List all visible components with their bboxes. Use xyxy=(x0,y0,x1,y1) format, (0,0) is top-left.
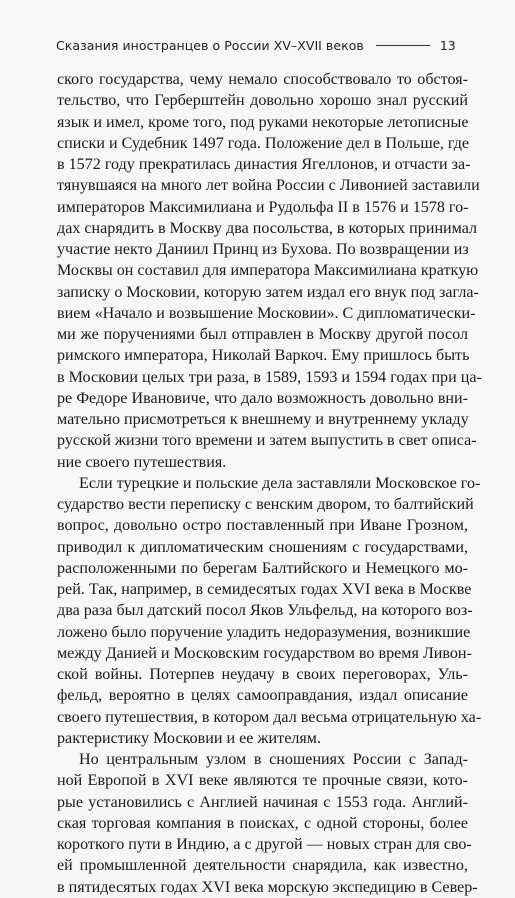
text-line: два раза был датский посол Яков Ульфельд, на которого воз- xyxy=(57,602,473,620)
text-line: мательно присмотреться к внешнему и внутреннему укладу xyxy=(57,411,469,428)
text-line: приводил к дипломатическим сношениям с государствами, xyxy=(57,538,468,556)
text-line: дах снарядить в Москву два посольства, в которых принимал xyxy=(57,219,478,237)
text-line: своего путешествия, в котором дал весьма отрицательную ха- xyxy=(57,708,482,726)
text-line: участие некто Даниил Принц из Бухова. По возвращении из xyxy=(57,241,469,258)
running-head xyxy=(56,35,469,55)
text-line: короткого пути в Индию, а с другой — новых стран для сво- xyxy=(57,836,472,853)
text-line: в 1572 году прекратилась династия Ягеллонов, и отчасти за- xyxy=(57,156,471,173)
text-line: римского императора, Николай Варкоч. Ему пришлось быть xyxy=(57,347,470,365)
text-line: в Московии целых три раза, в 1589, 1593 и 1594 годах при ца- xyxy=(57,368,482,386)
text-line: вопрос, довольно остро поставленный при Иване Грозном, xyxy=(57,517,468,535)
text-line: ей промышленной деятельности снарядила, как известно, xyxy=(57,857,468,875)
text-line: записку о Московии, которую затем издал его внук под загла- xyxy=(57,283,479,301)
text-line: тянувшаяся на много лет война России с Ливонией заставили xyxy=(57,177,480,195)
text-line: рактеристику Московии и ее жителям. xyxy=(57,729,321,747)
text-line: тельство, что Герберштейн довольно хорошо знал русский xyxy=(57,92,468,110)
text-line: вием «Начало и возвышение Московии». С дипломатически- xyxy=(57,304,476,322)
text-line: ми же поручениями был отправлен в Москву другой посол xyxy=(57,326,468,343)
text-line: расположенными по берегам Балтийского и Немецкого мо- xyxy=(57,559,468,577)
text-line: списки и Судебник 1497 года. Положение дел в Польше, где xyxy=(57,134,470,152)
text-line: ние своего путешествия. xyxy=(57,453,227,471)
body-text xyxy=(57,69,482,898)
text-line: в пятидесятых годах XVI века морскую экспедицию в Север- xyxy=(57,878,478,896)
text-line: Москвы он составил для императора Максимилиана краткую xyxy=(57,262,479,280)
text-line: рые установились с Англией начиная с 1553 года. Англий- xyxy=(57,793,468,811)
text-line: между Данией и Московским государством во время Ливон- xyxy=(57,644,472,662)
text-line: ская торговая компания в поисках, с одной стороны, более xyxy=(57,814,468,832)
running-title: Сказания иностранцев о России XV–XVII веков xyxy=(56,37,364,53)
text-line: ной Европой в XVI веке являются те прочные связи, кото- xyxy=(57,772,468,790)
text-line: ского государства, чему немало способствовало то обстоя- xyxy=(57,71,468,88)
text-line: рей. Так, например, в семидесятых годах XVI века в Москве xyxy=(57,581,472,598)
text-line: язык и имел, кроме того, под руками некоторые летописные xyxy=(57,113,469,131)
text-line: Но центральным узлом в сношениях России с Запад- xyxy=(79,751,468,768)
text-line: ской войны. Потерпев неудачу в своих переговорах, Уль- xyxy=(57,666,468,683)
text-line: сударство вести переписку с венским двором, то балтийский xyxy=(57,496,474,513)
text-line: ложено было поручение уладить недоразумения, возникшие xyxy=(57,623,471,641)
text-line: фельд, вероятно в целях самооправдания, издал описание xyxy=(57,687,468,705)
page-number: 13 xyxy=(439,37,456,53)
text-line: русской жизни того времени и затем выпустить в свет описа- xyxy=(57,432,477,450)
text-line: ре Федоре Ивановиче, что дало возможность довольно вни- xyxy=(57,389,468,407)
text-line: императоров Максимилиана и Рудольфа II в 1576 и 1578 го- xyxy=(57,198,469,216)
header-rule xyxy=(376,45,430,46)
text-line: Если турецкие и польские дела заставляли Московское го- xyxy=(79,474,481,492)
